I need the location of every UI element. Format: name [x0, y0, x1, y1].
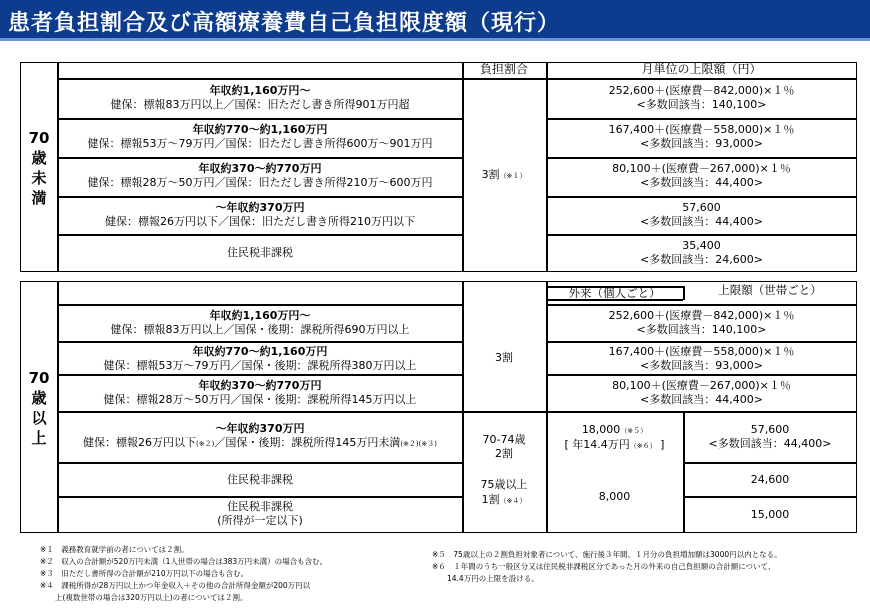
- header-outpatient: 外来（個人ごと）: [568, 286, 661, 300]
- title-bar: [0, 0, 870, 38]
- under70-ratio: 3割（※１）: [481, 168, 527, 181]
- page-title: 患者負担割合及び高額療養費自己負担限度額（現行）: [8, 11, 561, 36]
- over70-age-label: 70 歳 以 上: [28, 369, 50, 447]
- header-ratio: 負担割合: [479, 62, 528, 76]
- over70-ratio: 3割: [495, 351, 513, 364]
- under70-age-label: 70 歳 未 満: [28, 129, 50, 207]
- header-household: 上限額（世帯ごと）: [718, 283, 822, 297]
- title-underline: [0, 38, 870, 41]
- header-limit: 月単位の上限額（円）: [641, 62, 762, 76]
